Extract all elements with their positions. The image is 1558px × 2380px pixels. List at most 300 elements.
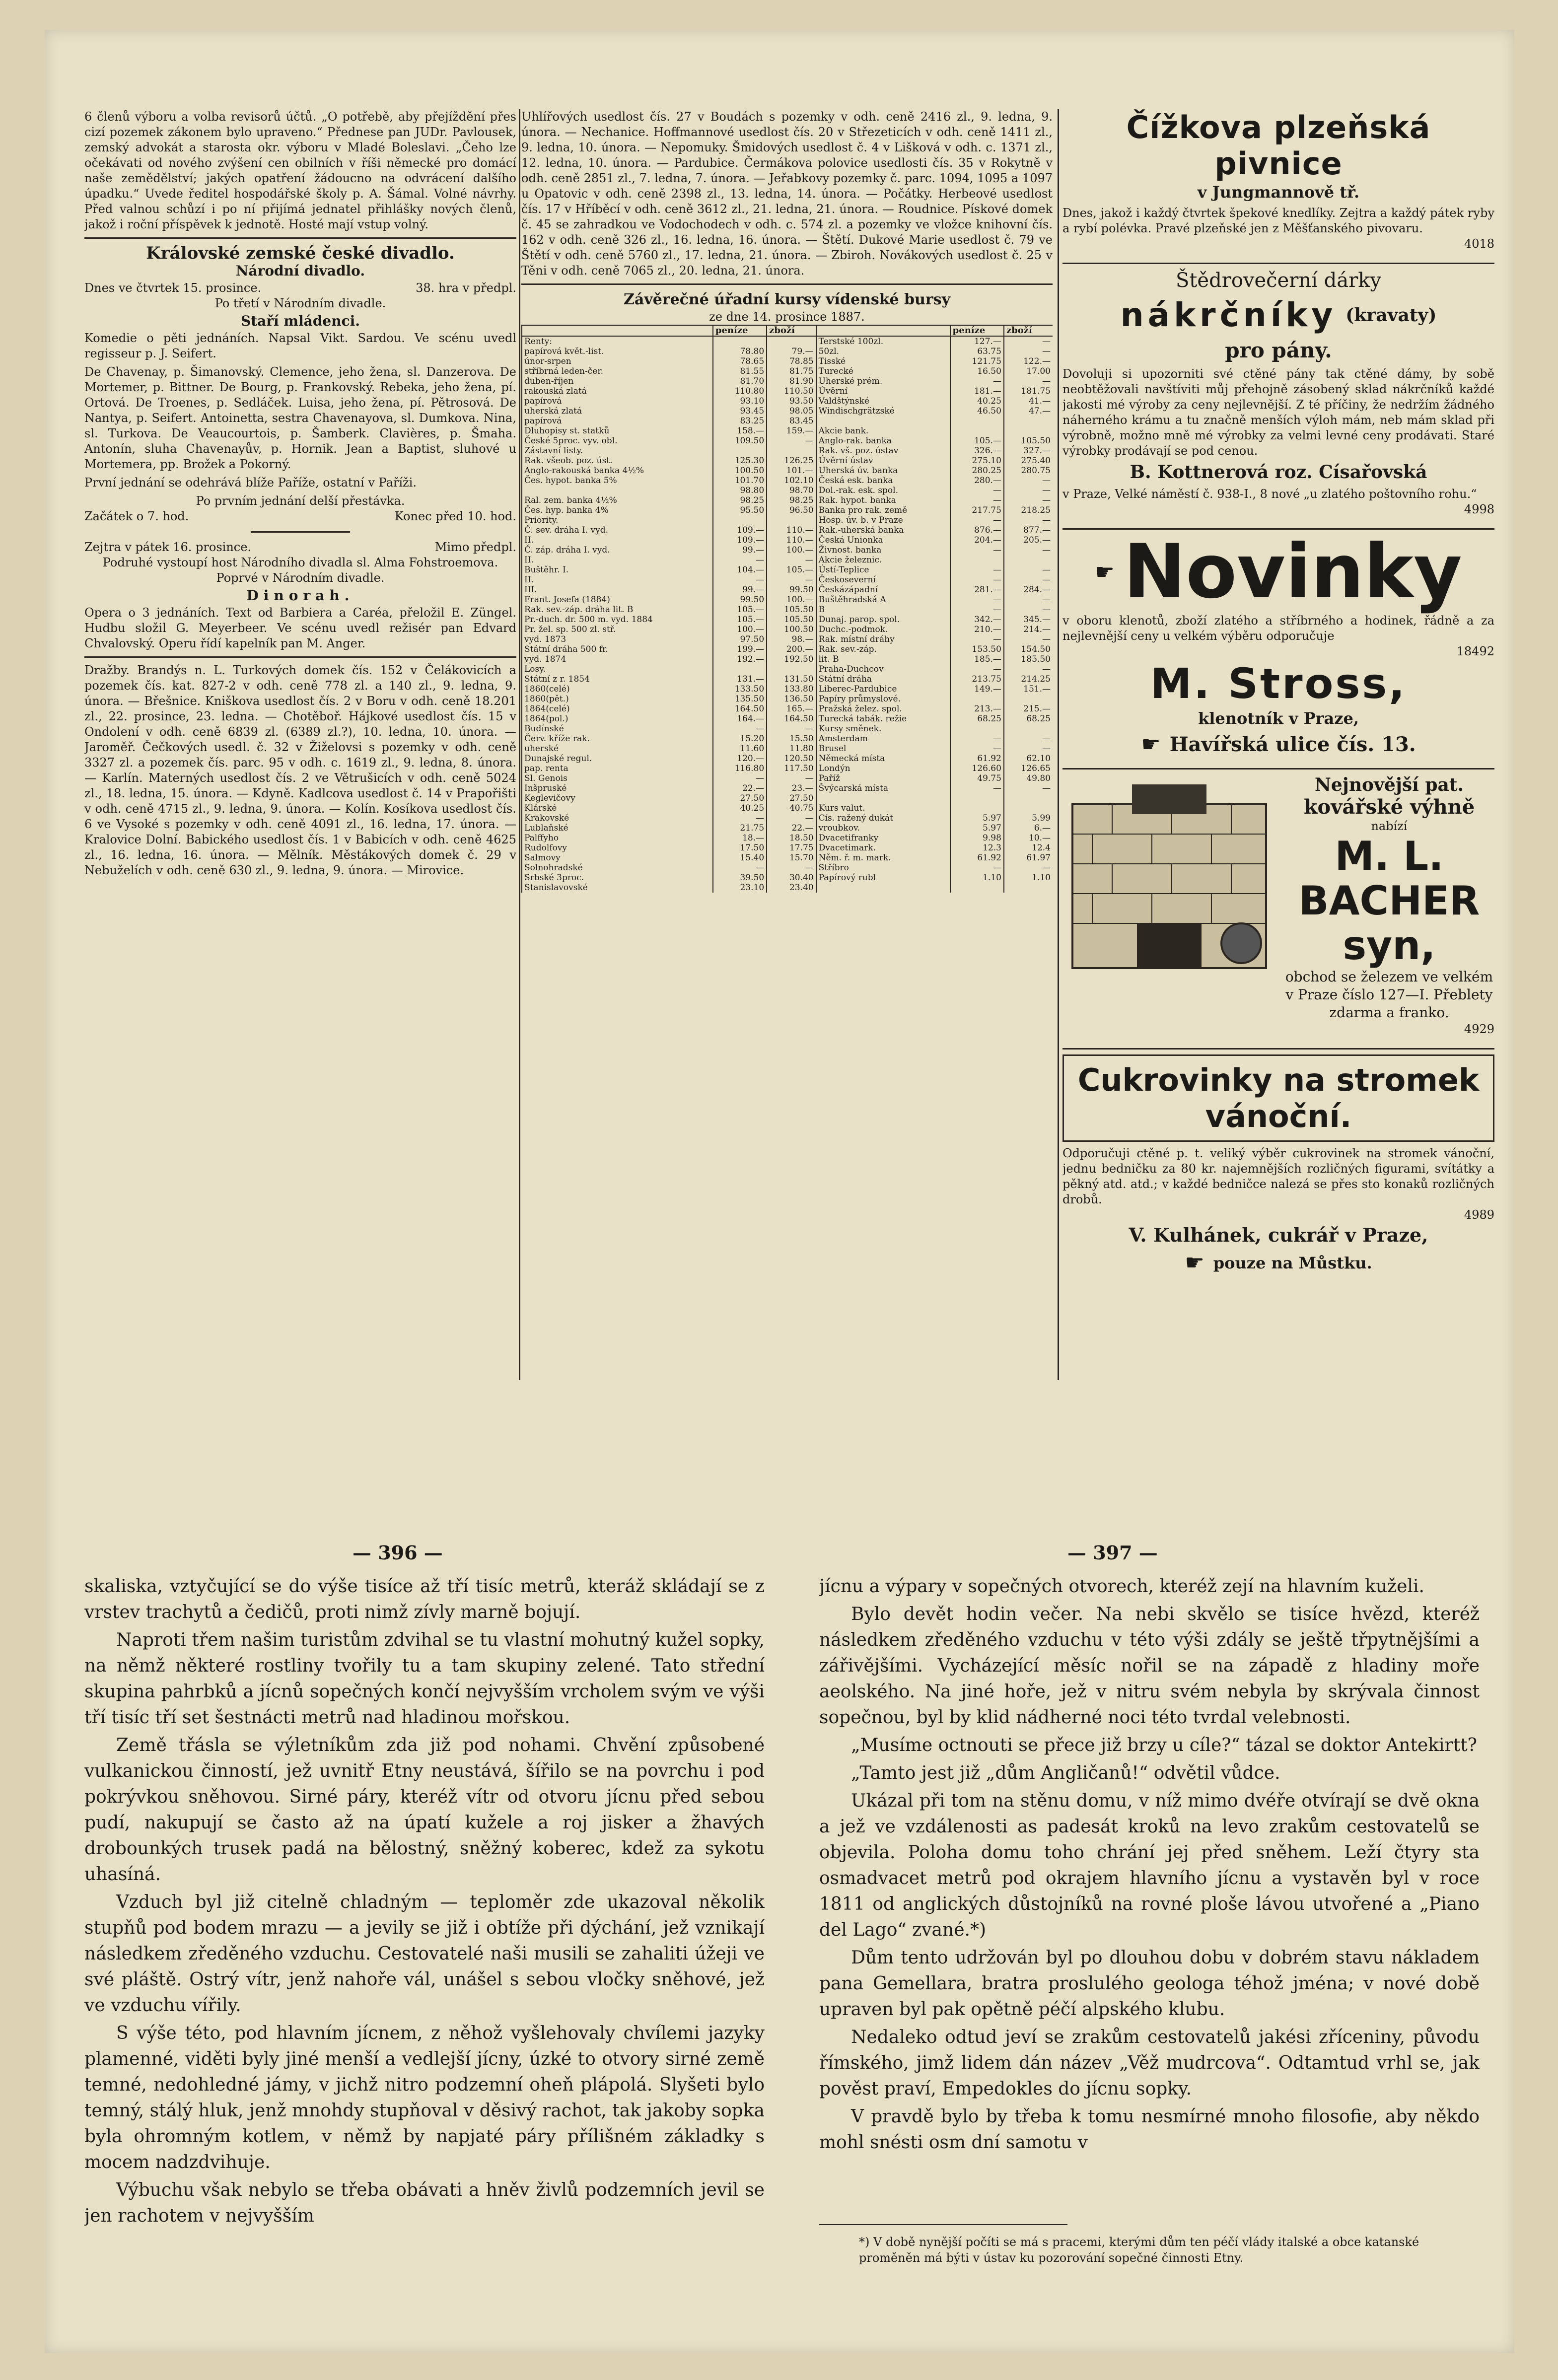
bourse-cell: 126.60 <box>950 764 1004 773</box>
bourse-cell: Česká esk. banka <box>816 476 950 486</box>
bourse-cell: Čes. hypot. banka 5% <box>522 476 713 486</box>
bourse-row <box>522 545 1053 555</box>
bourse-cell: — <box>767 555 816 565</box>
footnote: *) V době nynější počíti se má s pracemi, kterými dům ten péčí vlády italské a obce katanské proměněn má býti v ústav ku pozorování sopečné činnosti Etny. <box>859 2235 1419 2265</box>
bourse-cell: Inšpruské <box>522 783 713 793</box>
bourse-cell: 181.75 <box>1004 386 1053 396</box>
bourse-cell: Česká Unionka <box>816 535 950 545</box>
bourse-row <box>522 764 1053 773</box>
bourse-cell: 136.50 <box>767 694 816 704</box>
page-number-left: — 396 — <box>353 1541 443 1564</box>
bourse-cell: Terstské 100zl. <box>816 336 950 347</box>
bourse-table-body <box>522 336 1053 893</box>
bourse-cell: — <box>950 595 1004 605</box>
bourse-cell: 110.— <box>767 525 816 535</box>
bourse-cell: — <box>950 486 1004 495</box>
bourse-cell: 27.50 <box>767 793 816 803</box>
bourse-cell <box>767 515 816 525</box>
show2-dateline <box>84 540 516 555</box>
bourse-row <box>522 684 1053 694</box>
bourse-cell: — <box>950 565 1004 575</box>
bourse-cell: 15.50 <box>767 734 816 744</box>
bourse-cell: — <box>1004 565 1053 575</box>
bourse-header-cell: zboží <box>767 325 816 336</box>
story-paragraph: Dům tento udržován byl po dlouhou dobu v dobrém stavu nákladem pana Gemellara, bratra proslulého geologa téhož jména; v nové době upraven byl pak opětně péčí alpského klubu. <box>819 1948 1480 2020</box>
bourse-cell: 164.— <box>713 714 767 724</box>
bourse-cell: 153.50 <box>950 644 1004 654</box>
bourse-cell: 98.25 <box>767 495 816 505</box>
bourse-cell <box>950 426 1004 436</box>
bourse-cell: 121.75 <box>950 356 1004 366</box>
bourse-cell: Budínské <box>522 724 713 734</box>
bourse-cell: 133.80 <box>767 684 816 694</box>
bourse-cell: Zástavní listy. <box>522 446 713 456</box>
bourse-cell: — <box>767 863 816 873</box>
show1-start: Začátek o 7. hod. <box>84 509 189 523</box>
bourse-row <box>522 446 1053 456</box>
ad-cizek-title: Čížkova plzeňská pivnice <box>1126 109 1431 182</box>
bourse-cell: — <box>767 813 816 823</box>
bourse-cell: — <box>1004 605 1053 615</box>
story-column-right <box>819 1574 1480 2158</box>
bourse-cell: 1860(celé) <box>522 684 713 694</box>
bourse-cell: 105.— <box>767 565 816 575</box>
bourse-cell: Buštěhr. I. <box>522 565 713 575</box>
bourse-cell: 105.— <box>713 615 767 625</box>
bourse-cell: 98.05 <box>767 406 816 416</box>
ad-stross-address: Havířská ulice čís. 13. <box>1169 733 1416 756</box>
bourse-cell <box>950 793 1004 803</box>
bourse-cell: 47.— <box>1004 406 1053 416</box>
column-left <box>84 109 516 881</box>
bourse-cell: 1864(pol.) <box>522 714 713 724</box>
bourse-cell: 214.25 <box>1004 674 1053 684</box>
bourse-cell: 205.— <box>1004 535 1053 545</box>
bourse-cell: Ústí-Teplice <box>816 565 950 575</box>
bourse-row <box>522 416 1053 426</box>
bourse-row <box>522 456 1053 466</box>
bourse-cell: 100.— <box>713 625 767 634</box>
show1-third: Po třetí v Národním divadle. <box>214 296 386 310</box>
ad-kottnerova-big: nákrčníky <box>1120 296 1337 334</box>
theatre-subheading: Národní divadlo. <box>235 263 365 279</box>
bourse-cell: B <box>816 605 950 615</box>
bourse-cell: 109.— <box>713 535 767 545</box>
bourse-header-cell: zboží <box>1004 325 1053 336</box>
bourse-cell: 98.— <box>767 634 816 644</box>
bourse-cell <box>767 664 816 674</box>
column-separator <box>1058 109 1059 1380</box>
ad-kottnerova-banner <box>1062 296 1494 334</box>
bourse-cell: České 5proc. vyv. obl. <box>522 436 713 446</box>
bourse-cell: 1864(celé) <box>522 704 713 714</box>
ad-kottnerova-paren: (kravaty) <box>1346 304 1437 326</box>
bourse-cell: Čes. hyp. banka 4% <box>522 505 713 515</box>
bourse-cell: Českázápadní <box>816 585 950 595</box>
story-paragraph: S výše této, pod hlavním jícnem, z něhož vyšlehovaly chvílemi jazyky plamenné, viděti byly jiné menší a vedlejší jícny, úzké to otvory sirné země temné, nedohledné jámy, v jichž nitro podzemní oheň plápolá. Slyšeti bylo temný, stálý hluk, jenž mnohdy stupňoval v děsivý rachot, tak jakoby sopka byla ohromným kotlem, v němž by napjaté páry přílišném základky s mocem nadzdvihuje. <box>84 2023 765 2172</box>
bourse-cell: Rak. všeob. poz. úst. <box>522 456 713 466</box>
bourse-cell: 21.75 <box>713 823 767 833</box>
bourse-cell <box>816 883 950 893</box>
ad-cizek-street: v Jungmannově tř. <box>1197 183 1360 202</box>
bourse-cell: Turecká tabák. režie <box>816 714 950 724</box>
ad-stross-banner <box>1062 529 1494 615</box>
bourse-cell: Ral. zem. banka 4½% <box>522 495 713 505</box>
bourse-cell: 100.— <box>767 545 816 555</box>
bourse-cell: 23.10 <box>713 883 767 893</box>
bourse-cell: 159.— <box>767 426 816 436</box>
bourse-row <box>522 694 1053 704</box>
bourse-cell: 1860(pět.) <box>522 694 713 704</box>
show1-subscription: 38. hra v předpl. <box>416 281 516 295</box>
show1-title: Staří mládenci. <box>240 313 360 329</box>
bourse-cell: 100.50 <box>767 625 816 634</box>
bourse-cell: 100.50 <box>713 466 767 476</box>
bourse-cell: Londýn <box>816 764 950 773</box>
bourse-cell: uherská zlatá <box>522 406 713 416</box>
bourse-cell: 281.— <box>950 585 1004 595</box>
bourse-cell: — <box>767 773 816 783</box>
bourse-cell: 40.75 <box>767 803 816 813</box>
bourse-cell: Praha-Duchcov <box>816 664 950 674</box>
bourse-cell <box>1004 803 1053 813</box>
bourse-row <box>522 724 1053 734</box>
bourse-cell: 149.— <box>950 684 1004 694</box>
bourse-cell: 78.65 <box>713 356 767 366</box>
bourse-row <box>522 476 1053 486</box>
ad-stross-number: 18492 <box>1456 644 1494 658</box>
bourse-row <box>522 803 1053 813</box>
bourse-cell: 18.50 <box>767 833 816 843</box>
show1-dateline <box>84 280 516 296</box>
bourse-cell: Státní dráha <box>816 674 950 684</box>
bourse-cell: 1.10 <box>950 873 1004 883</box>
bourse-cell: 93.45 <box>713 406 767 416</box>
bourse-cell: — <box>1004 515 1053 525</box>
bourse-row <box>522 575 1053 585</box>
bourse-cell: 1.10 <box>1004 873 1053 883</box>
bourse-row <box>522 436 1053 446</box>
bourse-row <box>522 714 1053 724</box>
ad-bacher-name: M. L. BACHER syn, <box>1298 833 1480 969</box>
bourse-cell: 120.— <box>713 754 767 764</box>
auctions-text: Dražby. Brandýs n. L. Turkových domek čís. 152 v Čelákovicích a pozemek čís. kat. 827-2 v odh. ceně 778 zl. a 140 zl., 9. ledna, 9. února. — Břešnice. Kniškova usedlost čís. 2 v Boru v odh. ceně 18.201 zl., 22. prosince, 23. ledna. — Chotěboř. Hájkové usedlost čís. 15 v Ondolení v odh. ceně 6839 zl. (6389 zl.?), 10. ledna, 10. února. — Jaroměř. Čečkových usedl. č. 32 v Žiželovsi s pozemky v odh. ceně 3327 zl. a pozemek čís. parc. 95 v odh. c. 1619 zl., 9. ledna, 8. února. — Karlín. Materných usedlost čís. 2 ve Větrušicích v odh. ceně 5024 zl., 18. ledna, 15. února. — Kdyně. Kadlcova usedlost č. 14 v Prapořišti v odh. ceně 4715 zl., 9. ledna, 9. února. — Kolín. Kosíkova usedlost čís. 6 ve Vysoké s pozemky v odh. ceně 4091 zl., 16. ledna, 17. února. — Kralovice Dolní. Babického usedlost čís. 1 v Babicích v odh. ceně 4625 zl., 16. ledna, 16. února. — Mělník. Městákových domek č. 29 v Nebuželích v odh. ceně 630 zl., 9. ledna, 9. února. — Mirovice. <box>84 663 516 877</box>
bourse-cell: Keglevičovy <box>522 793 713 803</box>
bourse-cell <box>950 883 1004 893</box>
bourse-cell: 213.75 <box>950 674 1004 684</box>
bourse-cell: papírová <box>522 416 713 426</box>
bourse-cell: — <box>1004 634 1053 644</box>
bourse-cell: 105.50 <box>767 605 816 615</box>
bourse-row <box>522 863 1053 873</box>
column-right-ads <box>1062 109 1494 1286</box>
bourse-cell: Papíry průmyslové. <box>816 694 950 704</box>
bourse-cell: Státní dráha 500 fr. <box>522 644 713 654</box>
bourse-row <box>522 366 1053 376</box>
bourse-cell: únor-srpen <box>522 356 713 366</box>
bourse-cell: 78.85 <box>767 356 816 366</box>
bourse-cell <box>950 555 1004 565</box>
bourse-cell: 164.50 <box>713 704 767 714</box>
bourse-cell: 11.60 <box>713 744 767 754</box>
bourse-cell: — <box>1004 347 1053 356</box>
bourse-cell: 214.— <box>1004 625 1053 634</box>
column-middle <box>521 109 1053 893</box>
bourse-cell: 15.40 <box>713 853 767 863</box>
bourse-cell <box>1004 724 1053 734</box>
bourse-cell: 117.50 <box>767 764 816 773</box>
bourse-cell <box>522 486 713 495</box>
bourse-row <box>522 495 1053 505</box>
bourse-cell: 22.— <box>767 823 816 833</box>
bourse-row <box>522 813 1053 823</box>
bourse-row <box>522 674 1053 684</box>
divider <box>84 656 516 658</box>
bourse-cell: 17.50 <box>713 843 767 853</box>
bourse-cell: 93.10 <box>713 396 767 406</box>
bourse-cell: 327.— <box>1004 446 1053 456</box>
bourse-cell: lit. B <box>816 654 950 664</box>
bourse-cell: 104.— <box>713 565 767 575</box>
bourse-cell: — <box>713 863 767 873</box>
ad-kulhanek-name: V. Kulhánek, cukrář v Praze, <box>1129 1224 1428 1246</box>
bourse-cell: 97.50 <box>713 634 767 644</box>
bourse-cell: 109.50 <box>713 436 767 446</box>
ad-cizek-number: 4018 <box>1464 237 1494 251</box>
bourse-cell: Akcie bank. <box>816 426 950 436</box>
bourse-cell: 105.— <box>713 605 767 615</box>
ad-bacher <box>1062 774 1494 1037</box>
bourse-title: Závěrečné úřadní kursy vídenské bursy <box>623 291 951 308</box>
bourse-cell <box>1004 555 1053 565</box>
bourse-cell: 99.50 <box>713 595 767 605</box>
bourse-row <box>522 734 1053 744</box>
bourse-cell: papírová <box>522 396 713 406</box>
bourse-cell: 342.— <box>950 615 1004 625</box>
divider <box>1062 1048 1494 1050</box>
bourse-cell: 192.— <box>713 654 767 664</box>
bourse-cell: 68.25 <box>1004 714 1053 724</box>
bourse-cell: 81.75 <box>767 366 816 376</box>
bourse-cell: 185.50 <box>1004 654 1053 664</box>
bourse-cell: 345.— <box>1004 615 1053 625</box>
ad-kottnerova-text: Dovoluji si upozorniti své ctěné pány tak ctěné dámy, by sobě neobtěžovali navštíviti můj přehojně zásobený sklad nákrčníků každé jakosti mé výroby za ceny nejlevnější. Z té příčiny, že nedržím žádného náherného krámu a tu značně menších výloh mám, neb mám sklad při výrobně, možno mně mé výrobky za velmi levné ceny prodávati. Staré výrobky prodávají se pod cenou. <box>1062 367 1494 458</box>
bourse-cell: 5.97 <box>950 823 1004 833</box>
page-number-right: — 397 — <box>1067 1541 1158 1564</box>
pointing-hand-icon: ☛ <box>1141 732 1161 757</box>
bourse-cell: 16.50 <box>950 366 1004 376</box>
bourse-cell: Solnohradské <box>522 863 713 873</box>
bourse-cell: Rak. vš. poz. ústav <box>816 446 950 456</box>
bourse-row <box>522 406 1053 416</box>
story-paragraph: Vzduch byl již citelně chladným — teploměr zde ukazoval několik stupňů pod bodem mrazu — a jevily se již i obtíže při dýchání, jež vznikají následkem zředěného vzduchu. Cestovatelé naši musili se zahaliti úžeji ve své pláště. Ostrý vítr, jenž nahoře vál, unášel s sebou vločky sněhové, jež ve vzduchu vířily. <box>84 1892 765 2016</box>
bourse-cell: 125.30 <box>713 456 767 466</box>
bourse-cell: 15.20 <box>713 734 767 744</box>
bourse-cell: — <box>1004 545 1053 555</box>
bourse-row <box>522 555 1053 565</box>
bourse-cell: papírová květ.-list. <box>522 347 713 356</box>
bourse-cell: Priority. <box>522 515 713 525</box>
bourse-cell <box>1004 694 1053 704</box>
bourse-cell: — <box>1004 744 1053 754</box>
bourse-cell: — <box>767 724 816 734</box>
bourse-cell: Dunaj. parop. spol. <box>816 615 950 625</box>
bourse-row <box>522 585 1053 595</box>
bourse-cell: 10.— <box>1004 833 1053 843</box>
ad-bacher-text-block <box>1284 774 1494 1037</box>
bourse-cell: 5.99 <box>1004 813 1053 823</box>
bourse-cell: Valdštýnské <box>816 396 950 406</box>
bourse-cell: Rudolfovy <box>522 843 713 853</box>
bourse-cell: — <box>1004 734 1053 744</box>
bourse-cell: — <box>950 634 1004 644</box>
bourse-cell: 109.— <box>713 525 767 535</box>
bourse-cell: 326.— <box>950 446 1004 456</box>
bourse-cell: III. <box>522 585 713 595</box>
bourse-row <box>522 793 1053 803</box>
bourse-cell: 98.25 <box>713 495 767 505</box>
show2-description: Opera o 3 jednáních. Text od Barbiera a Caréa, přeložil E. Züngel. Hudbu složil G. Meyerbeer. Ve scénu uvedl režisér pan Edvard Chvalovský. Operu řídí kapelník pan M. Anger. <box>84 606 516 650</box>
ad-kulhanek-title: Cukrovinky na stromek vánoční. <box>1062 1054 1494 1142</box>
bourse-cell: duben-říjen <box>522 376 713 386</box>
bourse-cell: 5.97 <box>950 813 1004 823</box>
bourse-row <box>522 883 1053 893</box>
pointing-hand-icon: ☛ <box>1095 559 1115 585</box>
show2-first: Poprvé v Národním divadle. <box>216 571 385 585</box>
ad-kottnerova-pro: pro pány. <box>1225 338 1332 362</box>
bourse-cell: — <box>950 545 1004 555</box>
bourse-cell: — <box>950 783 1004 793</box>
bourse-cell <box>950 724 1004 734</box>
bourse-cell: 280.75 <box>1004 466 1053 476</box>
bourse-row <box>522 386 1053 396</box>
bourse-cell: 110.80 <box>713 386 767 396</box>
ad-cizek-text: Dnes, jakož i každý čtvrtek špekové knedlíky. Zejtra a každý pátek ryby a rybí polévka. Pravé plzeňské jen z Měšťanského pivovaru. <box>1062 206 1494 235</box>
bourse-row <box>522 336 1053 347</box>
bourse-row <box>522 833 1053 843</box>
bourse-cell: — <box>950 376 1004 386</box>
bourse-cell: 50zl. <box>816 347 950 356</box>
bourse-row <box>522 466 1053 476</box>
bourse-cell: 61.92 <box>950 754 1004 764</box>
bourse-row <box>522 654 1053 664</box>
bourse-cell: 275.40 <box>1004 456 1053 466</box>
bourse-cell: 49.80 <box>1004 773 1053 783</box>
bourse-cell: 81.70 <box>713 376 767 386</box>
bourse-cell: — <box>1004 575 1053 585</box>
bourse-cell: Německá místa <box>816 754 950 764</box>
bourse-cell: II. <box>522 535 713 545</box>
bourse-cell: Úvěrní ústav <box>816 456 950 466</box>
bourse-row <box>522 525 1053 535</box>
bourse-cell <box>713 664 767 674</box>
bourse-cell: Rak. hypot. banka <box>816 495 950 505</box>
bourse-cell: 63.75 <box>950 347 1004 356</box>
bourse-cell: — <box>950 605 1004 615</box>
bourse-cell: Palffyho <box>522 833 713 843</box>
bourse-cell: 218.25 <box>1004 505 1053 515</box>
bourse-cell: Sl. Genois <box>522 773 713 783</box>
forge-illustration <box>1062 774 1276 988</box>
bourse-cell: Dol.-rak. esk. spol. <box>816 486 950 495</box>
bourse-cell: 877.— <box>1004 525 1053 535</box>
bourse-cell: Anglo-rak. banka <box>816 436 950 446</box>
bourse-cell: 185.— <box>950 654 1004 664</box>
bourse-cell: Pr.-duch. dr. 500 m. vyd. 1884 <box>522 615 713 625</box>
bourse-cell: Brusel <box>816 744 950 754</box>
bourse-cell: 280.25 <box>950 466 1004 476</box>
bourse-cell: 30.40 <box>767 873 816 883</box>
show2-date: Zejtra v pátek 16. prosince. <box>84 540 252 554</box>
ad-kulhanek-address: pouze na Můstku. <box>1213 1253 1372 1272</box>
bourse-cell: 12.4 <box>1004 843 1053 853</box>
bourse-cell: 62.10 <box>1004 754 1053 764</box>
bourse-cell <box>816 416 950 426</box>
divider <box>1062 263 1494 264</box>
bourse-cell <box>1004 416 1053 426</box>
divider <box>521 283 1053 285</box>
bourse-cell: 217.75 <box>950 505 1004 515</box>
bourse-row <box>522 396 1053 406</box>
bourse-cell: 215.— <box>1004 704 1053 714</box>
bourse-header-cell: peníze <box>950 325 1004 336</box>
bourse-cell: — <box>950 515 1004 525</box>
bourse-cell: Rak. místní dráhy <box>816 634 950 644</box>
bourse-cell: 17.75 <box>767 843 816 853</box>
show2-guest: Podruhé vystoupí host Národního divadla sl. Alma Fohstroemova. <box>102 556 498 569</box>
bourse-row <box>522 783 1053 793</box>
bourse-cell: uherské <box>522 744 713 754</box>
bourse-cell: Srbské 3proc. <box>522 873 713 883</box>
bourse-cell: Renty: <box>522 336 713 347</box>
bourse-cell: 133.50 <box>713 684 767 694</box>
bourse-cell: Dvacetimark. <box>816 843 950 853</box>
bourse-cell: 105.— <box>950 436 1004 446</box>
bourse-cell: 49.75 <box>950 773 1004 783</box>
bourse-row <box>522 356 1053 366</box>
bourse-cell: Klárské <box>522 803 713 813</box>
story-paragraph: skaliska, vztyčující se do výše tisíce až tří tisíc metrů, kteráž skládají se z vrstev trachytů a čedičů, proti nimž zívly marně bojují. <box>84 1576 765 1622</box>
bourse-cell: 40.25 <box>950 396 1004 406</box>
bourse-cell: 126.25 <box>767 456 816 466</box>
bourse-cell: — <box>767 575 816 585</box>
bourse-cell: 116.80 <box>713 764 767 773</box>
bourse-cell: 81.55 <box>713 366 767 376</box>
divider <box>251 531 350 533</box>
story-paragraph: Bylo devět hodin večer. Na nebi skvělo se tisíce hvězd, kteréž následkem zředěného vzduchu v této výši zdály se ještě třpytnějšími a zářivějšími. Vycházející měsíc nořil se na západě z hladiny moře aeolského. Na jiné hoře, jež v nitru svém nebyla by skrývala činnost sopečnou, byl by klid nádherné noci této tvrdal velebnosti. <box>819 1604 1480 1728</box>
bourse-row <box>522 754 1053 764</box>
bourse-cell: 100.— <box>767 595 816 605</box>
ad-stross-novinky: Novinky <box>1123 529 1462 615</box>
divider <box>1062 768 1494 770</box>
bourse-cell: Kursy směnek. <box>816 724 950 734</box>
bourse-cell: 122.— <box>1004 356 1053 366</box>
bourse-header-cell <box>816 325 950 336</box>
bourse-cell: — <box>1004 495 1053 505</box>
bourse-cell: Státní z r. 1854 <box>522 674 713 684</box>
bourse-cell: — <box>1004 476 1053 486</box>
bourse-row <box>522 873 1053 883</box>
bourse-cell: 280.— <box>950 476 1004 486</box>
bourse-cell: 41.— <box>1004 396 1053 406</box>
bourse-cell: 105.50 <box>1004 436 1053 446</box>
bourse-cell: — <box>713 555 767 565</box>
ad-bacher-number: 4929 <box>1464 1022 1494 1036</box>
bourse-cell: 876.— <box>950 525 1004 535</box>
bourse-cell: 27.50 <box>713 793 767 803</box>
bourse-cell: 135.50 <box>713 694 767 704</box>
show2-subscription: Mimo předpl. <box>434 540 516 554</box>
